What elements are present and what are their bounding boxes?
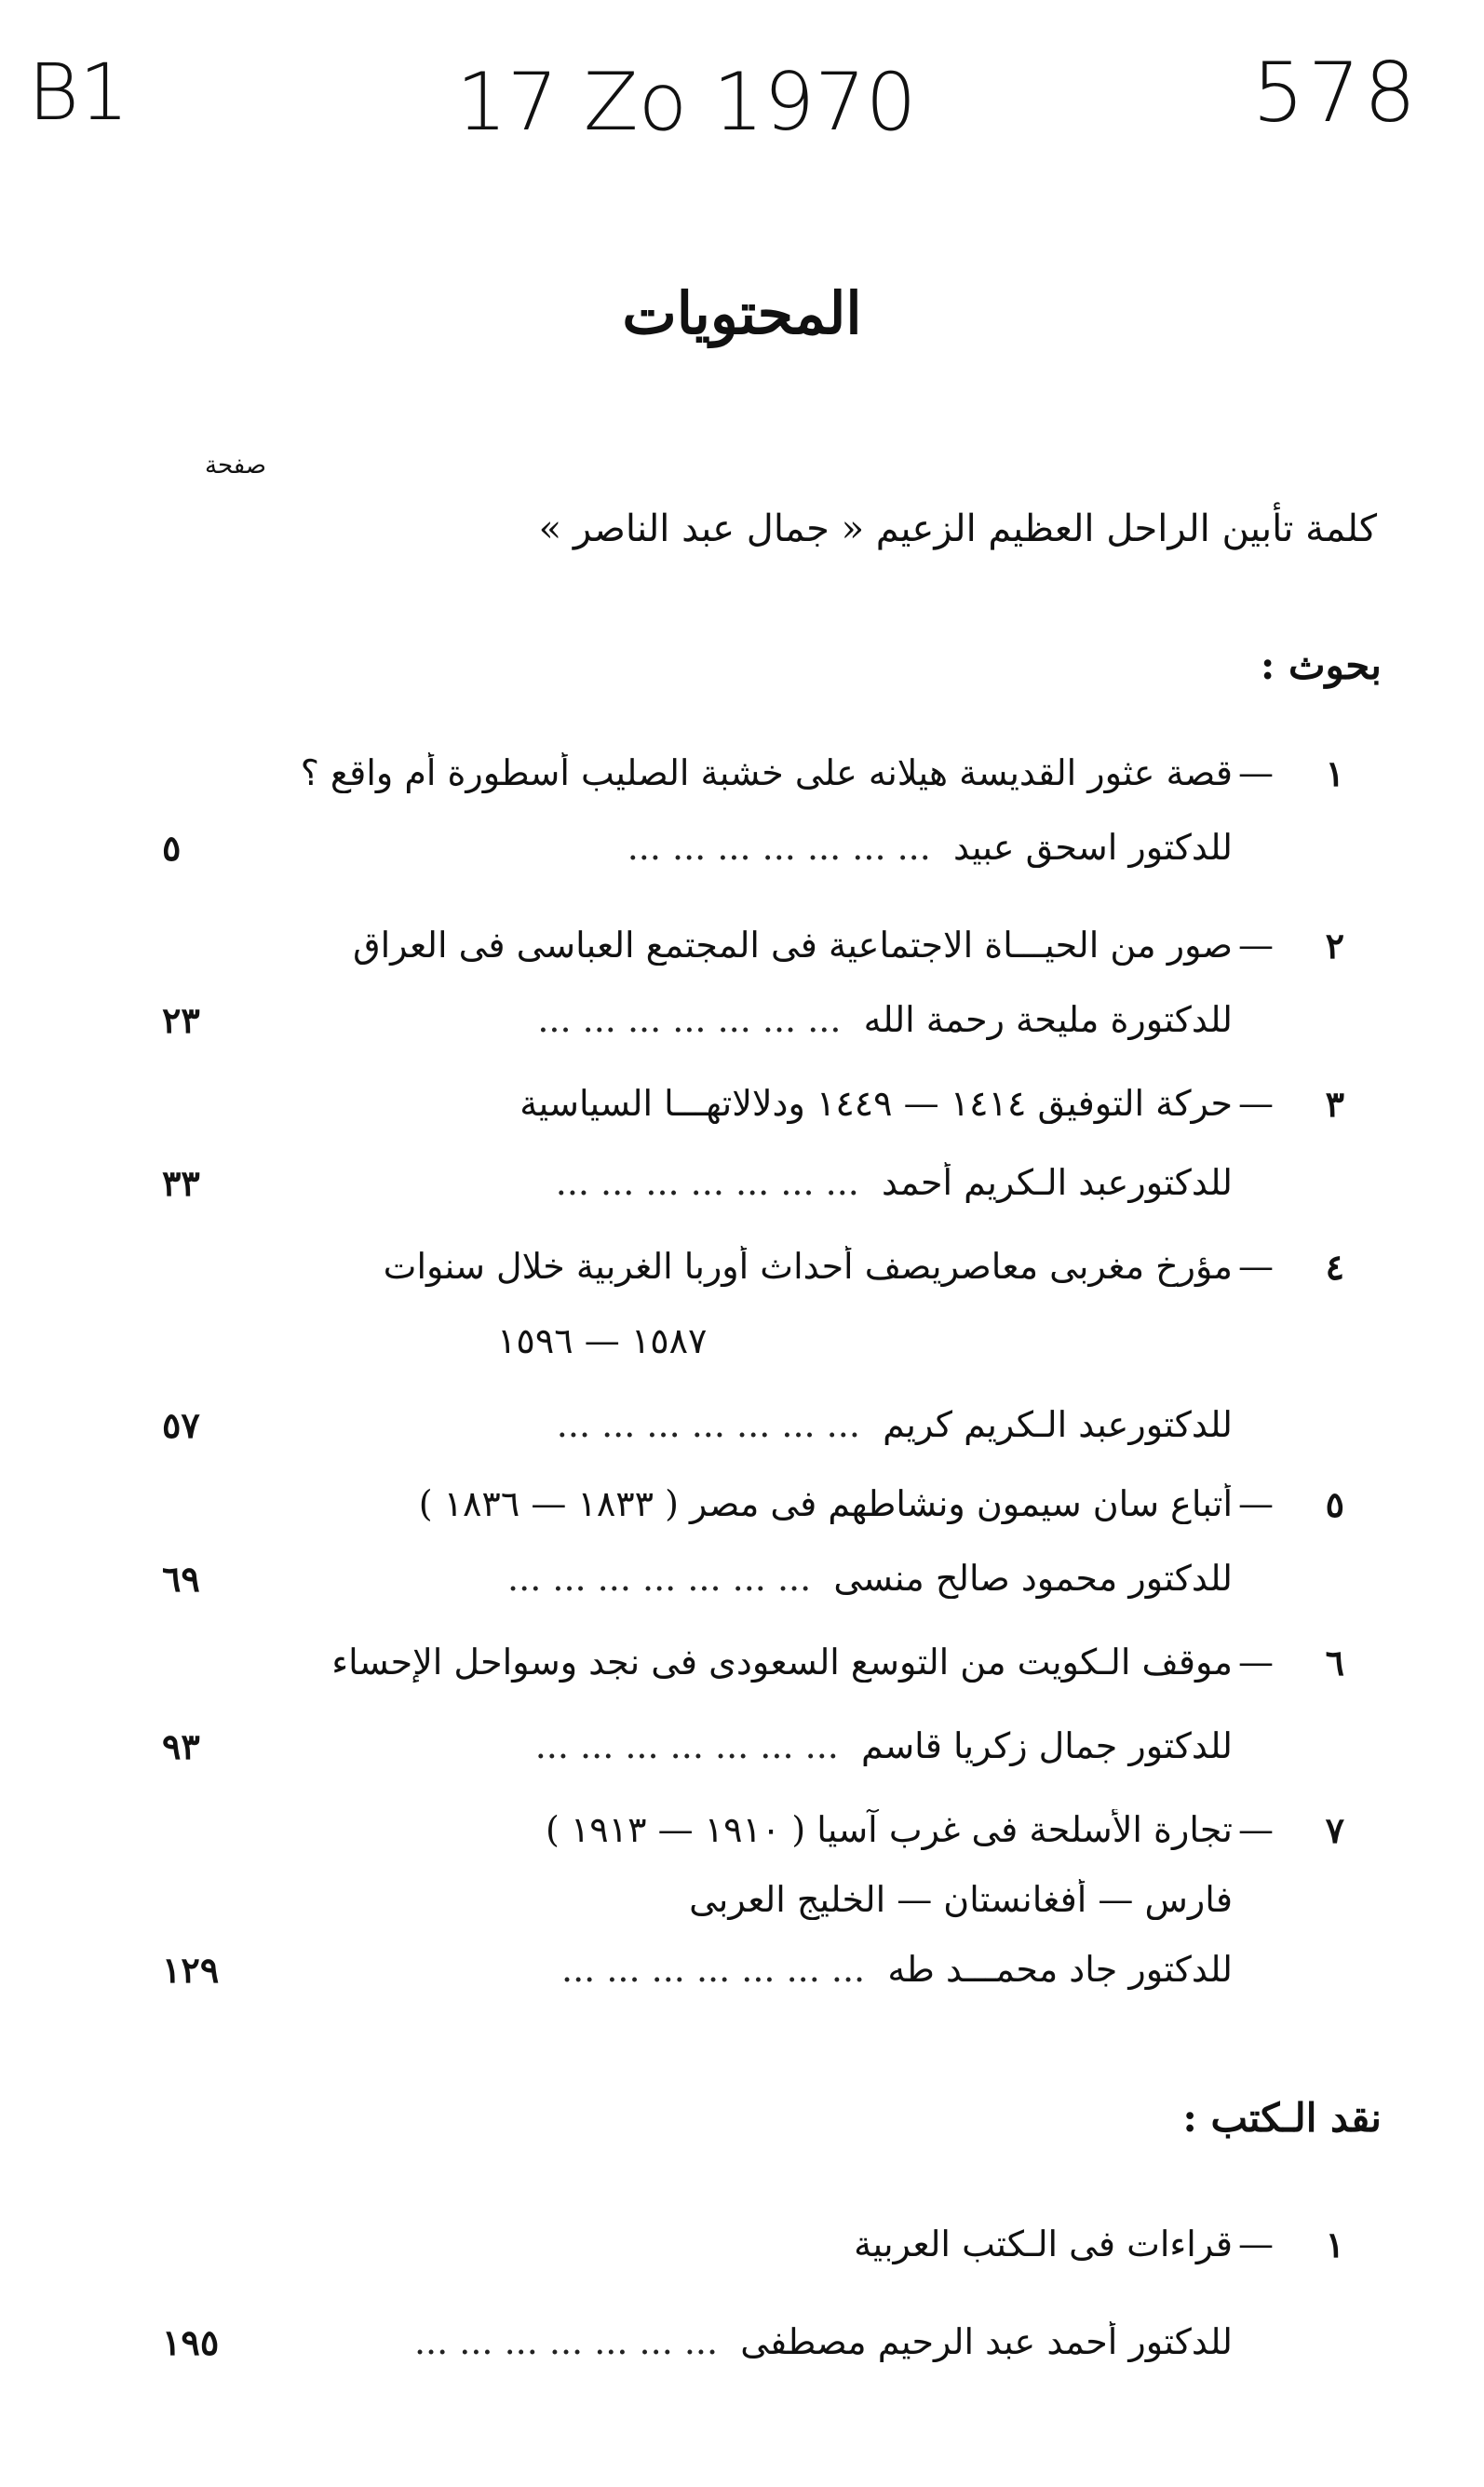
entry-number: ٧ — [1325, 1808, 1344, 1851]
entry-number: ١ — [1325, 751, 1344, 794]
leader-dots: ... ... ... ... ... ... ... — [627, 827, 931, 868]
list-item — [218, 745, 1344, 801]
entry-author: للدكتور جاد محمـــد طه — [887, 1949, 1233, 1990]
leader-dots: ... ... ... ... ... ... ... — [537, 999, 842, 1040]
entry-title: مؤرخ مغربى معاصريصف أحداث أوربا الغربية خلال سنوات — [383, 1246, 1233, 1287]
leader-dots: ... ... ... ... ... ... ... — [556, 1404, 860, 1445]
entry-title: تجارة الأسلحة فى غرب آسيا ( ١٩١٠ — ١٩١٣ ) — [545, 1809, 1233, 1850]
handwritten-date: 17 Zo 1970 — [456, 56, 917, 149]
entry-author: للدكتورعبد الـكريم أحمد — [882, 1162, 1233, 1203]
entry-dash: — — [1238, 1642, 1274, 1683]
list-item — [162, 1718, 1344, 1774]
entry-dash: — — [1238, 752, 1274, 793]
list-item — [218, 917, 1344, 973]
leader-dots: ... ... ... ... ... ... ... — [507, 1558, 812, 1599]
entry-page-number: ٥ — [162, 826, 182, 869]
entry-dash: — — [1238, 2223, 1274, 2264]
reviews-heading: نقد الـكتب : — [1182, 2095, 1382, 2141]
entry-title: حركة التوفيق ١٤١٤ — ١٤٤٩ ودلالاتهـــا السياسية — [519, 1083, 1233, 1124]
handwritten-note-left: B1 — [28, 47, 129, 138]
entry-dash: — — [1238, 1246, 1274, 1287]
list-item — [218, 1075, 1344, 1131]
entry-number: ٤ — [1325, 1245, 1344, 1288]
entry-author: للدكتور أحمد عبد الرحيم مصطفى — [740, 2321, 1233, 2362]
entry-dash: — — [1238, 925, 1274, 966]
entry-author: للدكتور اسحق عبيد — [953, 827, 1233, 868]
list-item — [218, 1313, 1344, 1369]
entry-page-number: ١٢٩ — [162, 1948, 220, 1991]
entry-author: للدكتورعبد الـكريم كريم — [883, 1404, 1233, 1445]
page-column-label: صفحة — [205, 452, 266, 480]
entry-number: ٢ — [1325, 924, 1344, 966]
handwritten-number: 578 — [1252, 45, 1420, 141]
entry-number: ١ — [1325, 2223, 1344, 2265]
entry-author: للدكتورة مليحة رحمة الله — [863, 999, 1233, 1040]
entry-author: للدكتور جمال زكريا قاسم — [861, 1725, 1233, 1766]
entry-dash: — — [1238, 1809, 1274, 1850]
entry-title: موقف الـكويت من التوسع السعودى فى نجد وسواحل الإحساء — [331, 1642, 1233, 1683]
leader-dots: ... ... ... ... ... ... ... — [555, 1162, 859, 1203]
entry-page-number: ٢٣ — [162, 998, 200, 1041]
leader-dots: ... ... ... ... ... ... ... — [413, 2321, 719, 2362]
entry-title: أتباع سان سيمون ونشاطهم فى مصر ( ١٨٣٣ — ١٨٣٦ ) — [418, 1483, 1233, 1524]
list-item — [162, 1397, 1344, 1453]
eulogy-entry: كلمة تأبين الراحل العظيم الزعيم « جمال عبد الناصر » — [538, 507, 1377, 550]
list-item — [218, 1476, 1344, 1532]
leader-dots: ... ... ... ... ... ... ... — [561, 1949, 866, 1990]
entry-title: صور من الحيـــاة الاجتماعية فى المجتمع العباسى فى العراق — [353, 925, 1233, 966]
entry-page-number: ٩٣ — [162, 1724, 200, 1767]
entry-author: للدكتور محمود صالح منسى — [833, 1558, 1233, 1599]
entry-subtitle: فارس — أفغانستان — الخليج العربى — [689, 1879, 1233, 1920]
entry-title: قصة عثور القديسة هيلانه على خشبة الصليب أسطورة أم واقع ؟ — [300, 752, 1233, 793]
entry-dash: — — [1238, 1483, 1274, 1524]
entry-number: ٣ — [1325, 1082, 1344, 1125]
entry-page-number: ٣٣ — [162, 1161, 200, 1204]
page-title: المحتويات — [622, 279, 862, 347]
entry-number: ٥ — [1325, 1482, 1344, 1525]
list-item — [162, 1550, 1344, 1606]
list-item — [162, 1155, 1344, 1210]
list-item — [218, 1872, 1344, 1927]
entry-dash: — — [1238, 1083, 1274, 1124]
list-item — [162, 1941, 1344, 1997]
list-item — [218, 2216, 1344, 2272]
entry-title: قراءات فى الـكتب العربية — [854, 2223, 1233, 2264]
list-item — [218, 1634, 1344, 1690]
entry-number: ٦ — [1325, 1641, 1344, 1683]
leader-dots: ... ... ... ... ... ... ... — [534, 1725, 839, 1766]
list-item — [218, 1238, 1344, 1294]
list-item — [218, 1802, 1344, 1858]
list-item — [162, 2314, 1344, 2370]
entry-title-continued: ١٥٨٧ — ١٥٩٦ — [497, 1320, 708, 1361]
entry-page-number: ٦٩ — [162, 1557, 200, 1600]
list-item — [162, 992, 1344, 1048]
entry-page-number: ١٩٥ — [162, 2320, 220, 2363]
list-item — [162, 819, 1344, 875]
research-heading: بحوث : — [1260, 642, 1382, 688]
entry-page-number: ٥٧ — [162, 1403, 200, 1446]
